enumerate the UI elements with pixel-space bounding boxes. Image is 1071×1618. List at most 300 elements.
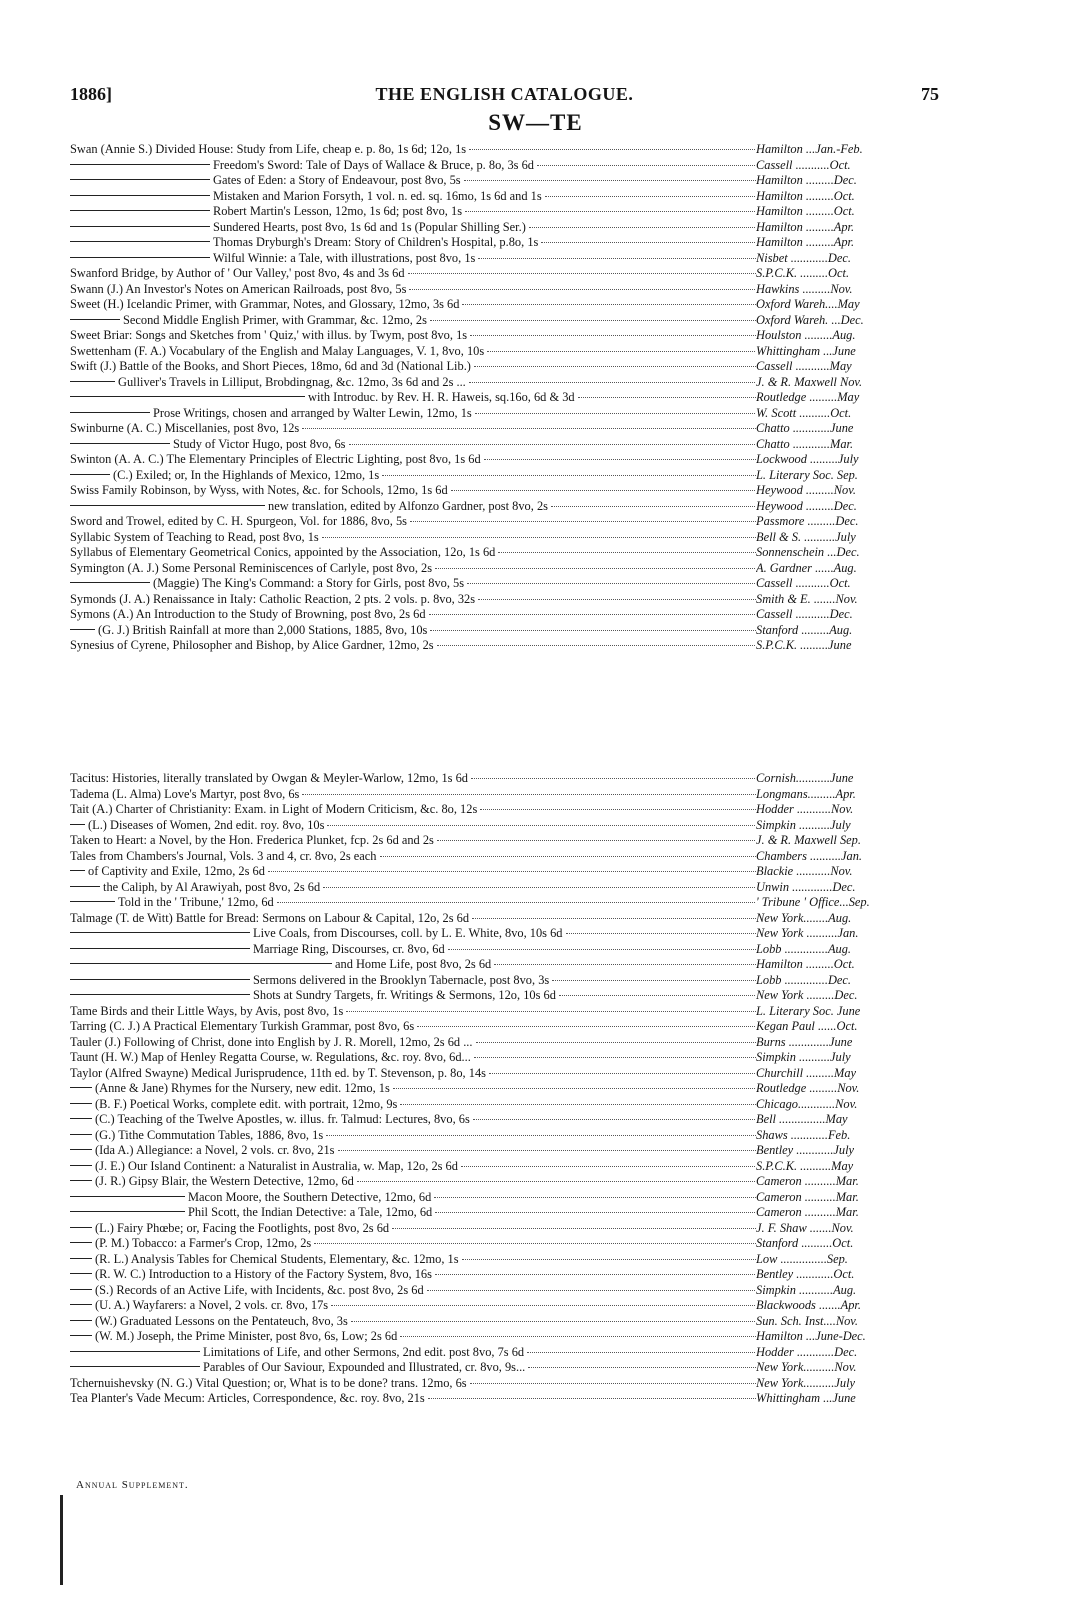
ditto-rule [70,1180,92,1181]
dot-leader [437,645,756,646]
entry-description [70,957,756,973]
entry-description [70,1019,756,1035]
entry-publisher-date: Cameron ..........Mar. [756,1205,859,1219]
entry-publisher-date: Cassell ...........Dec. [756,607,853,621]
entry-publisher-date: Hamilton .........Oct. [756,957,855,971]
ditto-rule [70,870,85,871]
dot-leader [462,304,756,305]
catalogue-entry [70,1097,940,1113]
entry-publisher-date: Houlston .........Aug. [756,328,856,342]
entry-text: (C.) Exiled; or, In the Highlands of Mexico, 12mo, 1s [113,467,380,482]
entry-description [70,1298,756,1314]
entry-description [70,561,756,577]
dot-leader [322,537,756,538]
ditto-rule [70,257,210,258]
catalogue-entry [70,1112,940,1128]
entry-publisher-date: Lobb ..............Aug. [756,941,851,956]
ditto-rule [70,164,210,165]
dot-leader [277,902,756,903]
catalogue-entry [70,880,940,896]
entry-text: (Ida A.) Allegiance: a Novel, 2 vols. cr. 8vo, 21s [95,1143,335,1157]
entry-description [70,1190,756,1206]
entry-text: Told in the ' Tribune,' 12mo, 6d [118,895,274,909]
dot-leader [473,1119,756,1120]
dot-leader [469,382,756,383]
dot-leader [475,413,756,414]
entry-text: Tales from Chambers's Journal, Vols. 3 and 4, cr. 8vo, 2s each [70,848,377,863]
catalogue-entry [70,282,940,298]
ditto-rule [70,474,110,475]
entry-description [70,1143,756,1159]
entry-text: Wilful Winnie: a Tale, with illustrations, post 8vo, 1s [213,250,476,265]
entry-description [70,406,756,422]
entry-description [70,1205,756,1221]
entry-publisher-date: Sun. Sch. Inst....Nov. [756,1313,858,1328]
entry-description [70,1050,756,1066]
entry-text: (J. E.) Our Island Continent: a Naturalist in Australia, w. Map, 12o, 2s 6d [95,1158,458,1173]
entry-text: (Maggie) The King's Command: a Story for Girls, post 8vo, 5s [153,576,465,590]
ditto-rule [70,226,210,227]
entry-description [70,638,756,654]
entry-text: Study of Victor Hugo, post 8vo, 6s [173,436,346,451]
ditto-rule [70,1149,92,1150]
entry-publisher-date: Routledge .........May [756,390,860,404]
catalogue-entry [70,1019,940,1035]
dot-leader [462,1259,756,1260]
entry-publisher-date: Heywood .........Nov. [756,483,856,497]
entry-description [70,895,756,911]
footer-note: Annual Supplement. [76,1479,189,1491]
catalogue-entry [70,437,940,453]
entry-text: Tchernuishevsky (N. G.) Vital Question; or, What is to be done? trans. 12mo, 6s [70,1375,467,1390]
entry-publisher-date: J. & R. Maxwell Nov. [756,374,863,389]
entry-publisher-date: W. Scott ..........Oct. [756,405,852,420]
catalogue-entry [70,545,940,561]
entry-description [70,818,756,834]
entry-description [70,375,756,391]
dot-leader [467,583,756,584]
catalogue-entry [70,638,940,654]
dot-leader [470,335,756,336]
entry-publisher-date: S.P.C.K. ..........May [756,1158,854,1173]
catalogue-entry [70,452,940,468]
entry-publisher-date: Bentley ............July [756,1143,855,1157]
dot-leader [435,568,756,569]
ditto-rule [70,381,115,382]
entry-text: Taunt (H. W.) Map of Henley Regatta Course, w. Regulations, &c. roy. 8vo, 6d... [70,1050,471,1064]
entry-text: (P. M.) Tobacco: a Farmer's Crop, 12mo, 2s [95,1236,312,1250]
entry-text: Macon Moore, the Southern Detective, 12mo, 6d [188,1189,432,1204]
entry-description [70,1360,756,1376]
ditto-rule [70,1289,92,1290]
entry-publisher-date: Bentley ............Oct. [756,1267,855,1281]
dot-leader [484,459,756,460]
entry-text: Marriage Ring, Discourses, cr. 8vo, 6d [253,941,445,956]
dot-leader [338,1150,757,1151]
dot-leader [566,933,757,934]
entry-text: (U. A.) Wayfarers: a Novel, 2 vols. cr. 8vo, 17s [95,1298,329,1312]
entry-text: Sword and Trowel, edited by C. H. Spurgeon, Vol. for 1886, 8vo, 5s [70,514,407,528]
entry-publisher-date: Unwin .............Dec. [756,879,856,894]
entry-text: Swann (J.) An Investor's Notes on American Railroads, post 8vo, 5s [70,281,407,296]
entry-text: Second Middle English Primer, with Grammar, &c. 12mo, 2s [123,312,427,327]
dot-leader [437,840,756,841]
entry-text: (W.) Graduated Lessons on the Pentateuch, 8vo, 3s [95,1313,348,1328]
catalogue-entry [70,1190,940,1206]
dot-leader [349,444,756,445]
catalogue-entry [70,235,940,251]
entry-text: and Home Life, post 8vo, 2s 6d [335,957,492,971]
dot-leader [357,1181,756,1182]
entry-description [70,802,756,818]
entry-description [70,1128,756,1144]
entry-text: with Introduc. by Rev. H. R. Haweis, sq.16o, 6d & 3d [308,390,575,404]
entry-description [70,266,756,282]
entry-publisher-date: New York ..........Jan. [756,926,859,940]
ditto-rule [70,1087,92,1088]
entry-publisher-date: Stanford ..........Oct. [756,1236,854,1250]
catalogue-entry [70,359,940,375]
page-number: 75 [921,84,939,104]
entry-description [70,344,756,360]
entry-list-te [70,771,940,1407]
entry-text: Sweet Briar: Songs and Sketches from ' Quiz,' with illus. by Twym, post 8vo, 1s [70,328,468,342]
dot-leader [471,778,756,779]
dot-leader [428,1398,756,1399]
catalogue-entry [70,802,940,818]
dot-leader [527,1352,756,1353]
ditto-rule [70,948,250,949]
entry-text: Symons (A.) An Introduction to the Study of Browning, post 8vo, 2s 6d [70,607,426,621]
entry-text: Sundered Hearts, post 8vo, 1s 6d and 1s (Popular Shilling Ser.) [213,219,526,234]
section-heading: SW—TE [488,110,583,135]
entry-text: Talmage (T. de Witt) Battle for Bread: Sermons on Labour & Capital, 12o, 2s 6d [70,910,470,925]
entry-publisher-date: J. & R. Maxwell Sep. [756,833,861,847]
entry-publisher-date: New York .........Dec. [756,988,858,1002]
entry-description [70,849,756,865]
entry-description [70,1097,756,1113]
dot-leader [382,475,756,476]
entry-text: Swinburne (A. C.) Miscellanies, post 8vo, 12s [70,421,300,435]
ditto-rule [70,179,210,180]
dot-leader [331,1305,756,1306]
entry-description [70,911,756,927]
entry-description [70,1236,756,1252]
catalogue-entry [70,266,940,282]
header-title: THE ENGLISH CATALOGUE. [375,84,634,104]
dot-leader [480,809,756,810]
entry-publisher-date: Lobb ..............Dec. [756,972,851,987]
dot-leader [478,599,756,600]
entry-text: Symonds (J. A.) Renaissance in Italy: Catholic Reaction, 2 pts. 2 vols. p. 8vo, 32s [70,591,476,606]
catalogue-entry [70,1329,940,1345]
entry-description [70,1283,756,1299]
entry-publisher-date: Hamilton ...June-Dec. [756,1329,866,1343]
catalogue-entry [70,771,940,787]
entry-text: Swan (Annie S.) Divided House: Study from Life, cheap e. p. 8o, 1s 6d; 12o, 1s [70,142,467,156]
catalogue-entry [70,561,940,577]
entry-description [70,204,756,220]
entry-text: Tadema (L. Alma) Love's Martyr, post 8vo, 6s [70,786,300,801]
entry-description [70,483,756,499]
entry-description [70,359,756,375]
entry-publisher-date: Hamilton .........Apr. [756,219,855,234]
entry-text: (R. L.) Analysis Tables for Chemical Students, Elementary, &c. 12mo, 1s [95,1251,459,1266]
entry-text: (W. M.) Joseph, the Prime Minister, post 8vo, 6s, Low; 2s 6d [95,1329,398,1343]
entry-publisher-date: Kegan Paul ......Oct. [756,1019,858,1033]
catalogue-entry [70,390,940,406]
ditto-rule [70,1366,200,1367]
dot-leader [559,995,756,996]
ditto-rule [70,396,305,397]
entry-text: (C.) Teaching of the Twelve Apostles, w. illus. fr. Talmud: Lectures, 8vo, 6s [95,1112,470,1126]
entry-text: Swift (J.) Battle of the Books, and Short Pieces, 18mo, 6d and 3d (National Lib.) [70,359,471,373]
catalogue-entry [70,1221,940,1237]
dot-leader [435,1274,756,1275]
entry-publisher-date: Hamilton .........Apr. [756,235,855,249]
entry-publisher-date: Routledge .........Nov. [756,1081,860,1095]
dot-leader [451,490,756,491]
entry-text: (J. R.) Gipsy Blair, the Western Detective, 12mo, 6d [95,1174,354,1188]
entry-publisher-date: Cameron ..........Mar. [756,1174,859,1188]
catalogue-entry [70,988,940,1004]
entry-publisher-date: Low ...............Sep. [756,1251,848,1266]
entry-description [70,1314,756,1330]
entry-description [70,220,756,236]
dot-leader [545,196,756,197]
dot-leader [430,320,756,321]
catalogue-entry [70,1345,940,1361]
ditto-rule [70,241,210,242]
catalogue-entry [70,189,940,205]
entry-publisher-date: Chatto ............June [756,421,854,435]
ditto-rule [70,412,150,413]
entry-publisher-date: Sonnenschein ...Dec. [756,545,860,559]
dot-leader [327,825,756,826]
ditto-rule [70,1242,92,1243]
catalogue-entry [70,406,940,422]
catalogue-entry [70,158,940,174]
entry-description [70,1112,756,1128]
ditto-rule [70,1196,185,1197]
ditto-rule [70,994,250,995]
page-header [70,84,939,108]
catalogue-entry [70,1298,940,1314]
entry-publisher-date: Cassell ...........Oct. [756,576,851,590]
catalogue-entry [70,973,940,989]
entry-publisher-date: New York..........July [756,1375,856,1390]
ditto-rule [70,1335,92,1336]
ditto-rule [70,1165,92,1166]
dot-leader [380,856,757,857]
ditto-rule [70,1227,92,1228]
ditto-rule [70,1211,185,1212]
catalogue-entry [70,592,940,608]
dot-leader [417,1026,756,1027]
entry-text: Robert Martin's Lesson, 12mo, 1s 6d; post 8vo, 1s [213,204,463,218]
entry-description [70,1329,756,1345]
entry-publisher-date: Oxford Wareh. ...Dec. [756,312,864,327]
entry-publisher-date: Simpkin ...........Aug. [756,1282,857,1297]
dot-leader [410,521,756,522]
entry-description [70,864,756,880]
ditto-rule [70,901,115,902]
entry-publisher-date: Smith & E. .......Nov. [756,591,858,606]
entry-text: Synesius of Cyrene, Philosopher and Bishop, by Alice Gardner, 12mo, 2s [70,638,434,652]
entry-publisher-date: Hamilton ...Jan.-Feb. [756,142,863,156]
entry-description [70,771,756,787]
catalogue-entry [70,911,940,927]
entry-text: Tait (A.) Charter of Christianity: Exam. in Light of Modern Criticism, &c. 8o, 12s [70,802,478,816]
entry-publisher-date: L. Literary Soc. Sep. [756,467,858,482]
entry-text: Taylor (Alfred Swayne) Medical Jurisprudence, 11th ed. by T. Stevenson, p. 8o, 14s [70,1065,486,1080]
dot-leader [435,1212,756,1213]
dot-leader [478,258,756,259]
catalogue-entry [70,1081,940,1097]
entry-publisher-date: Cameron ..........Mar. [756,1189,859,1204]
entry-text: (S.) Records of an Active Life, with Incidents, &c. post 8vo, 2s 6d [95,1282,424,1297]
catalogue-entry [70,1360,940,1376]
ditto-rule [70,505,265,506]
entry-description [70,189,756,205]
dot-leader [430,630,756,631]
entry-description [70,1345,756,1361]
entry-text: Swettenham (F. A.) Vocabulary of the English and Malay Languages, V. 1, 8vo, 10s [70,343,485,358]
catalogue-entry [70,957,940,973]
ditto-rule [70,1273,92,1274]
header-year: 1886] [70,84,112,104]
entry-publisher-date: S.P.C.K. .........June [756,638,852,652]
entry-publisher-date: Blackwoods .......Apr. [756,1298,861,1312]
entry-text: Tea Planter's Vade Mecum: Articles, Correspondence, &c. roy. 8vo, 21s [70,1391,425,1405]
entry-publisher-date: Hawkins .........Nov. [756,281,853,296]
entry-publisher-date: Simpkin ..........July [756,1050,851,1064]
entry-description [70,499,756,515]
entry-text: Syllabic System of Teaching to Read, post 8vo, 1s [70,529,319,544]
entry-text: (L.) Diseases of Women, 2nd edit. roy. 8vo, 10s [88,817,325,832]
catalogue-entry [70,468,940,484]
dot-leader [461,1166,756,1167]
ditto-rule [70,319,120,320]
entry-publisher-date: Hamilton .........Oct. [756,204,855,218]
entry-description [70,390,756,406]
catalogue-entry [70,1376,940,1392]
entry-publisher-date: Bell & S. ..........July [756,529,856,544]
dot-leader [529,227,756,228]
entry-description [70,452,756,468]
entry-description [70,1391,756,1407]
catalogue-entry [70,483,940,499]
catalogue-entry [70,1314,940,1330]
entry-publisher-date: Chambers ..........Jan. [756,848,863,863]
catalogue-entry [70,942,940,958]
entry-text: Symington (A. J.) Some Personal Reminiscences of Carlyle, post 8vo, 2s [70,560,433,575]
entry-description [70,468,756,484]
catalogue-entry [70,1159,940,1175]
entry-list-sw [70,142,940,654]
entry-publisher-date: Bell ...............May [756,1112,848,1126]
dot-leader [346,1011,756,1012]
entry-text: Phil Scott, the Indian Detective: a Tale, 12mo, 6d [188,1205,433,1219]
entry-publisher-date: Churchill .........May [756,1065,857,1080]
catalogue-entry [70,514,940,530]
dot-leader [268,871,756,872]
entry-description [70,1252,756,1268]
entry-description [70,297,756,313]
dot-leader [498,552,756,553]
entry-description [70,942,756,958]
dot-leader [448,949,756,950]
entry-text: Sermons delivered in the Brooklyn Tabernacle, post 8vo, 3s [253,972,550,987]
entry-description [70,235,756,251]
catalogue-entry [70,1066,940,1082]
catalogue-entry [70,926,940,942]
entry-description [70,1221,756,1237]
entry-publisher-date: J. F. Shaw .......Nov. [756,1220,854,1235]
entry-description [70,514,756,530]
catalogue-entry [70,1174,940,1190]
dot-leader [302,428,756,429]
entry-publisher-date: Burns .............June [756,1034,853,1049]
entry-text: Shots at Sundry Targets, fr. Writings & Sermons, 12o, 10s 6d [253,988,556,1002]
catalogue-entry [70,818,940,834]
entry-text: Tame Birds and their Little Ways, by Avis, post 8vo, 1s [70,1003,344,1018]
catalogue-entry [70,833,940,849]
entry-text: Mistaken and Marion Forsyth, 1 vol. n. ed. sq. 16mo, 1s 6d and 1s [213,188,542,203]
entry-description [70,833,756,849]
entry-description [70,251,756,267]
entry-publisher-date: L. Literary Soc. June [756,1003,861,1018]
dot-leader [400,1336,756,1337]
entry-text: (B. F.) Poetical Works, complete edit. with portrait, 12mo, 9s [95,1096,398,1111]
entry-description [70,1174,756,1190]
entry-text: Limitations of Life, and other Sermons, 2nd edit. post 8vo, 7s 6d [203,1344,525,1359]
entry-description [70,1159,756,1175]
entry-publisher-date: Oxford Wareh....May [756,297,860,311]
entry-text: (Anne & Jane) Rhymes for the Nursery, new edit. 12mo, 1s [95,1081,390,1095]
entry-publisher-date: Passmore .........Dec. [756,514,859,528]
catalogue-entry [70,173,940,189]
entry-publisher-date: Shaws ............Feb. [756,1127,851,1142]
catalogue-entry [70,328,940,344]
entry-publisher-date: Hodder ............Dec. [756,1344,858,1359]
entry-publisher-date: S.P.C.K. .........Oct. [756,266,850,280]
entry-publisher-date: Cassell ...........May [756,359,852,373]
dot-leader [552,980,756,981]
dot-leader [472,918,756,919]
dot-leader [469,149,756,150]
entry-publisher-date: ' Tribune ' Office...Sep. [756,895,870,909]
entry-text: the Caliph, by Al Arawiyah, post 8vo, 2s 6d [103,879,321,894]
ditto-rule [70,443,170,444]
entry-description [70,1376,756,1392]
dot-leader [326,1135,756,1136]
entry-publisher-date: New York..........Nov. [756,1360,857,1374]
entry-description [70,437,756,453]
entry-description [70,623,756,639]
catalogue-entry [70,849,940,865]
entry-publisher-date: Chatto ............Mar. [756,436,854,451]
entry-text: Prose Writings, chosen and arranged by Walter Lewin, 12mo, 1s [153,405,472,420]
catalogue-entry [70,344,940,360]
ditto-rule [70,886,100,887]
entry-text: Tacitus: Histories, literally translated by Owgan & Meyler-Warlow, 12mo, 1s 6d [70,771,468,785]
entry-text: (R. W. C.) Introduction to a History of the Factory System, 8vo, 16s [95,1267,432,1281]
entry-text: (L.) Fairy Phœbe; or, Facing the Footlights, post 8vo, 2s 6d [95,1220,390,1235]
entry-text: Parables of Our Saviour, Expounded and Illustrated, cr. 8vo, 9s... [203,1360,526,1374]
catalogue-entry [70,576,940,592]
entry-publisher-date: New York........Aug. [756,910,852,925]
